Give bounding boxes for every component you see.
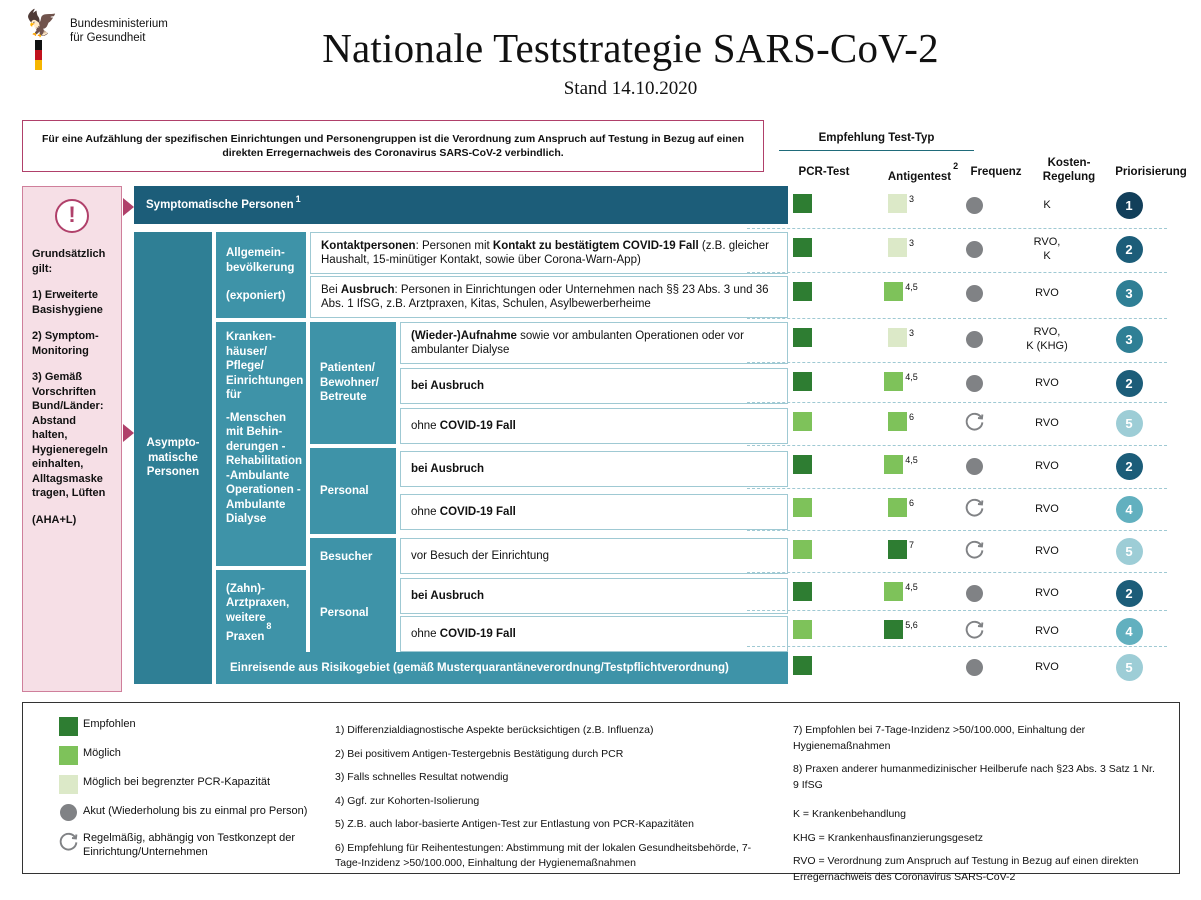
verordnung-note-text: Für eine Aufzählung der spezifischen Einrichtungen und Personengruppen ist die Verordnung zum Anspruch auf Testung in Bezug auf einen direkten Erregernachweis des Coronavirus SARS-CoV-2 verbindlich. [42,133,744,159]
desc-kontaktpersonen [310,232,788,274]
priority-badge: 2 [1116,370,1143,397]
cell-kosten [1006,368,1088,398]
group-exponiert-label: (exponiert) [226,290,286,303]
desc-ausbruch-personal [400,451,788,487]
priority-badge: 5 [1116,654,1143,681]
desc-ohnefall-personal-text: ohne COVID-19 Fall [411,505,516,518]
group-zahnarztpraxen [216,570,306,656]
legend-item-akut-label: Akut (Wiederholung bis zu einmal pro Person) [83,805,308,817]
column-header-pcr: PCR-Test [798,166,850,178]
cell-kosten-text: RVO [1035,661,1059,673]
cell-kosten [1006,408,1088,438]
cell-kosten-text: RVO [1035,503,1059,515]
priority-badge: 1 [1116,192,1143,219]
priority-badge: 4 [1116,618,1143,645]
desc-kontaktpersonen-text: Kontaktpersonen: Personen mit Kontakt zu bestätigtem COVID-19 Fall (z.B. gleicher Haushalt, 15-minütiger Kontakt, sowie über Corona-Warn-App) [321,239,769,266]
test-square-mid [793,498,812,517]
test-square-dark [793,282,812,301]
cell-kosten-text: K [1043,199,1051,211]
column-header-kosten [1028,156,1110,184]
cell-frequenz [936,582,1012,604]
group-personal-praxis-label: Personal [320,606,369,619]
priority-badge: 4 [1116,496,1143,523]
legend-item-empfohlen-label: Empfohlen [83,718,136,730]
legend-note-5: 5) Z.B. auch labor-basierte Antigen-Test zur Entlastung von PCR-Kapazitäten [335,818,694,830]
arrow-asymptomatic-icon [123,424,134,442]
strategy-matrix [22,186,1180,692]
square-dark-icon [53,717,83,736]
legend-item-regelmaessig-label: Regelmäßig, abhängig von Testkonzept der Einrichtung/Unternehmen [83,832,295,858]
cell-kosten [1006,536,1088,566]
legend-item-moeglich-label: Möglich [83,747,121,759]
cell-priorisierung [1080,653,1178,681]
desc-ausbruch-patienten-text: bei Ausbruch [411,379,485,392]
row-separator [747,530,1167,531]
cell-priorisierung [1080,409,1178,437]
cell-kosten [1006,494,1088,524]
test-square-dark [888,540,907,559]
cell-kosten-text: RVO [1035,587,1059,599]
priority-badge: 5 [1116,410,1143,437]
page-subtitle: Stand 14.10.2020 [563,78,698,99]
circle-gray-icon [966,241,983,258]
row-separator [747,402,1167,403]
cell-kosten-text: RVO [1035,460,1059,472]
cell-kosten [1006,578,1088,608]
circle-gray-icon [966,585,983,602]
cell-kosten [1006,616,1088,646]
footnote-ref: 6 [908,498,914,509]
legend-item-moeglich [53,746,323,765]
cell-frequenz [936,455,1012,477]
cell-kosten [1006,451,1088,481]
cell-frequenz [936,540,1012,562]
cell-frequenz [936,498,1012,520]
group-krankenhaeuser-sublist: -Menschen mit Behin-derungen -Rehabilitation -Ambulante Operationen -Ambulante Dialyse [226,411,303,525]
row-separator [747,228,1167,229]
group-personal-klinik [310,448,396,534]
test-type-underline [779,150,974,151]
page-header [0,0,1201,108]
test-square-dark [793,194,812,213]
priority-badge: 5 [1116,538,1143,565]
row-einreisende-label [216,652,788,684]
cycle-icon [964,411,985,435]
footnote-ref: 6 [908,412,914,423]
cell-frequenz [936,372,1012,394]
legend-symbols [53,717,323,869]
test-square-mid [888,498,907,517]
test-square-dark [793,582,812,601]
cell-pcr [757,620,847,642]
page-title: Nationale Teststrategie SARS-CoV-2 [322,25,939,71]
legend-item-akut [53,804,323,821]
group-patienten [310,322,396,444]
cycle-icon [964,539,985,563]
desc-ausbruch-allgemein-text: Bei Ausbruch: Personen in Einrichtungen oder Unternehmen nach §§ 23 Abs. 3 und 36 Abs. 1 IfSG, z.B. Arztpraxen, Kitas, Schulen, Asylbewerberheime [321,283,769,310]
legend-abbreviations [793,807,1163,885]
desc-ohnefall-praxis [400,616,788,652]
cell-frequenz [936,194,1012,216]
cell-pcr [757,498,847,520]
test-square-dark [793,372,812,391]
desc-besucher-text: vor Besuch der Einrichtung [411,549,550,562]
desc-ausbruch-personal-text: bei Ausbruch [411,462,485,475]
cell-kosten-text: RVO, K [1033,236,1061,262]
column-header-kosten-line2: Regelung [1042,171,1096,183]
cell-kosten [1006,190,1088,220]
row-separator [747,572,1167,573]
column-header-prio: Priorisierung [1115,166,1187,178]
cell-kosten-text: RVO [1035,625,1059,637]
test-square-mid [884,455,903,474]
legend-item-regelmaessig [53,831,323,859]
test-square-mid [793,412,812,431]
cell-priorisierung [1080,537,1178,565]
cell-pcr [757,540,847,562]
column-header-antigen-label: Antigentest [887,170,952,183]
desc-ohnefall-patienten-text: ohne COVID-19 Fall [411,419,516,432]
priority-badge: 2 [1116,580,1143,607]
cell-frequenz [936,282,1012,304]
basics-point-4: (AHA+L) [32,513,77,526]
footnote-ref: 5,6 [905,620,918,631]
test-square-mid [888,412,907,431]
cell-priorisierung [1080,452,1178,480]
test-square-mid [793,620,812,639]
arrow-symptomatic-icon [123,198,134,216]
priority-badge: 3 [1116,326,1143,353]
circle-gray-icon [966,331,983,348]
footnote-ref: 3 [908,238,914,249]
group-asymptomatic-label: Asympto-matische Personen [146,437,200,479]
priority-badge: 2 [1116,236,1143,263]
cell-priorisierung [1080,369,1178,397]
cell-kosten-text: RVO [1035,377,1059,389]
legend-item-begrenzt-label: Möglich bei begrenzter PCR-Kapazität [83,776,271,788]
cell-priorisierung [1080,325,1178,353]
basics-panel [22,186,122,692]
cell-kosten [1006,652,1088,682]
desc-ausbruch-allgemein [310,276,788,318]
top-row [22,120,1187,183]
verordnung-note [22,120,764,172]
column-header-antigen-sup: 2 [953,161,959,171]
cell-kosten [1006,278,1088,308]
cycle-icon [53,831,83,852]
cell-pcr [757,328,847,350]
cell-pcr [757,194,847,216]
footnote-ref: 4,5 [905,582,918,593]
cell-kosten-text: RVO [1035,417,1059,429]
desc-ohnefall-personal [400,494,788,530]
basics-heading-line1: Grundsätzlich [32,248,106,260]
exclamation-icon: ! [55,199,89,233]
cell-priorisierung [1080,191,1178,219]
group-asymptomatic [134,232,212,684]
legend-note-7: 7) Empfohlen bei 7-Tage-Inzidenz >50/100.000, Einhaltung der Hygienemaßnahmen [793,724,1086,752]
column-header-kosten-line1: Kosten- [1047,157,1091,169]
cell-priorisierung [1080,235,1178,263]
footnote-ref: 7 [908,540,914,551]
row-separator [747,646,1167,647]
legend-item-empfohlen [53,717,323,736]
cell-kosten-text: RVO, K (KHG) [1026,326,1068,352]
legend-box [22,702,1180,883]
footnote-ref: 3 [908,328,914,339]
row-symptomatic-label [134,186,788,224]
basics-heading [32,247,112,276]
footnote-ref: 4,5 [905,282,918,293]
group-patienten-label: Patienten/ Bewohner/ Betreute [320,362,379,404]
test-square-light [888,328,907,347]
basics-heading-line2: gilt: [32,262,53,275]
circle-gray-icon [966,285,983,302]
ministry-line-2: für Gesundheit [70,31,146,44]
legend-note-6: 6) Empfehlung für Reihentestungen: Abstimmung mit der lokalen Gesundheitsbehörde, 7-Tage-Inzidenz >50/100.000, Einhaltung der Hygienemaßnahmen [335,841,752,869]
group-personal-praxis [310,570,396,656]
legend-item-begrenzt [53,775,323,794]
cycle-icon [964,497,985,521]
german-flag-icon [35,40,42,70]
desc-ohnefall-patienten [400,408,788,444]
abbr-khg: KHG = Krankenhausfinanzierungsgesetz [793,831,983,844]
cell-pcr [757,582,847,604]
group-krankenhaeuser-label: Kranken-häuser/ Pflege/ Einrichtungen für [226,331,304,401]
row-separator [747,488,1167,489]
federal-eagle-icon: 🦅 [22,10,62,72]
test-square-dark [793,238,812,257]
circle-gray-icon [966,659,983,676]
circle-gray-icon [966,375,983,392]
legend-note-3: 3) Falls schnelles Resultat notwendig [335,771,509,783]
test-square-light [888,238,907,257]
cell-pcr [757,656,847,678]
legend-notes-left [335,723,755,880]
priority-badge: 3 [1116,280,1143,307]
basics-point-3: 3) Gemäß Vorschriften Bund/Länder: Abstand halten, Hygieneregeln einhalten, Alltagsmaske tragen, Lüften [32,371,108,499]
group-krankenhaeuser [216,322,306,566]
desc-ausbruch-praxis [400,578,788,614]
test-square-mid [884,372,903,391]
cell-frequenz [936,238,1012,260]
circle-gray-icon [53,804,83,821]
cell-pcr [757,455,847,477]
cell-frequenz [936,412,1012,434]
footnote-ref: 4,5 [905,372,918,383]
test-square-dark [793,328,812,347]
cell-pcr [757,238,847,260]
ministry-line-1: Bundesministerium [70,18,168,30]
priority-badge: 2 [1116,453,1143,480]
desc-ausbruch-praxis-text: bei Ausbruch [411,589,485,602]
cell-frequenz [936,656,1012,678]
test-type-group-header: Empfehlung Test-Typ [818,132,935,144]
cell-priorisierung [1080,279,1178,307]
row-symptomatic-sup: 1 [295,193,301,204]
test-square-dark [793,656,812,675]
ministry-logo [22,10,168,72]
test-square-mid [884,582,903,601]
row-separator [747,362,1167,363]
cell-frequenz [936,328,1012,350]
test-square-mid [884,282,903,301]
legend-note-2: 2) Bei positivem Antigen-Testergebnis Bestätigung durch PCR [335,747,624,760]
cell-kosten-text: RVO [1035,545,1059,557]
desc-ausbruch-patienten [400,368,788,404]
group-allgemeinbevoelkerung [216,232,306,318]
desc-wiederaufnahme [400,322,788,364]
legend-note-4: 4) Ggf. zur Kohorten-Isolierung [335,794,480,807]
square-light-icon [53,775,83,794]
group-besucher-label: Besucher [320,550,373,563]
test-square-mid [793,540,812,559]
ministry-name [70,10,168,45]
group-personal-klinik-label: Personal [320,484,369,497]
group-zahnarztpraxen-label [226,582,296,645]
footnote-ref: 3 [908,194,914,205]
row-separator [747,272,1167,273]
abbr-rvo: RVO = Verordnung zum Anspruch auf Testung in Bezug auf einen direkten Erregernachweis des Coronavirus SARS-CoV-2 [793,855,1139,883]
column-header-frequenz: Frequenz [970,166,1022,178]
row-symptomatic-text: Symptomatische Personen [146,198,294,211]
cell-pcr [757,372,847,394]
cell-kosten-text: RVO [1035,287,1059,299]
group-zahnarztpraxen-text: (Zahn)-Arztpraxen, weitere Praxen [226,582,290,643]
cell-priorisierung [1080,579,1178,607]
row-separator [747,610,1167,611]
cell-frequenz [936,620,1012,642]
test-square-dark [793,455,812,474]
desc-ohnefall-praxis-text: ohne COVID-19 Fall [411,627,516,640]
circle-gray-icon [966,197,983,214]
basics-point-1: 1) Erweiterte Basishygiene [32,289,103,316]
row-separator [747,318,1167,319]
basics-point-2: 2) Symptom-Monitoring [32,330,99,357]
desc-wiederaufnahme-text: (Wieder-)Aufnahme sowie vor ambulanten Operationen oder vor ambulanter Dialyse [411,329,744,356]
square-mid-icon [53,746,83,765]
abbr-k: K = Krankenbehandlung [793,808,906,820]
desc-besucher [400,538,788,574]
test-square-light [888,194,907,213]
test-square-dark [884,620,903,639]
group-allgemein-label: Allgemein-bevölkerung [226,247,295,274]
cell-priorisierung [1080,617,1178,645]
legend-notes-right [793,723,1163,893]
legend-note-8: 8) Praxen anderer humanmedizinischer Heilberufe nach §23 Abs. 3 Satz 1 Nr. 9 IfSG [793,763,1155,791]
circle-gray-icon [966,458,983,475]
row-separator [747,445,1167,446]
footnote-ref: 4,5 [905,455,918,466]
cell-kosten [1006,324,1088,354]
legend-note-1: 1) Differenzialdiagnostische Aspekte berücksichtigen (z.B. Influenza) [335,724,654,736]
cycle-icon [964,619,985,643]
cell-pcr [757,412,847,434]
cell-kosten [1006,234,1088,264]
row-einreisende-text: Einreisende aus Risikogebiet (gemäß Musterquarantäneverordnung/Testpflichtverordnung) [230,661,729,674]
group-zahnarztpraxen-sup: 8 [266,621,272,632]
cell-priorisierung [1080,495,1178,523]
cell-pcr [757,282,847,304]
